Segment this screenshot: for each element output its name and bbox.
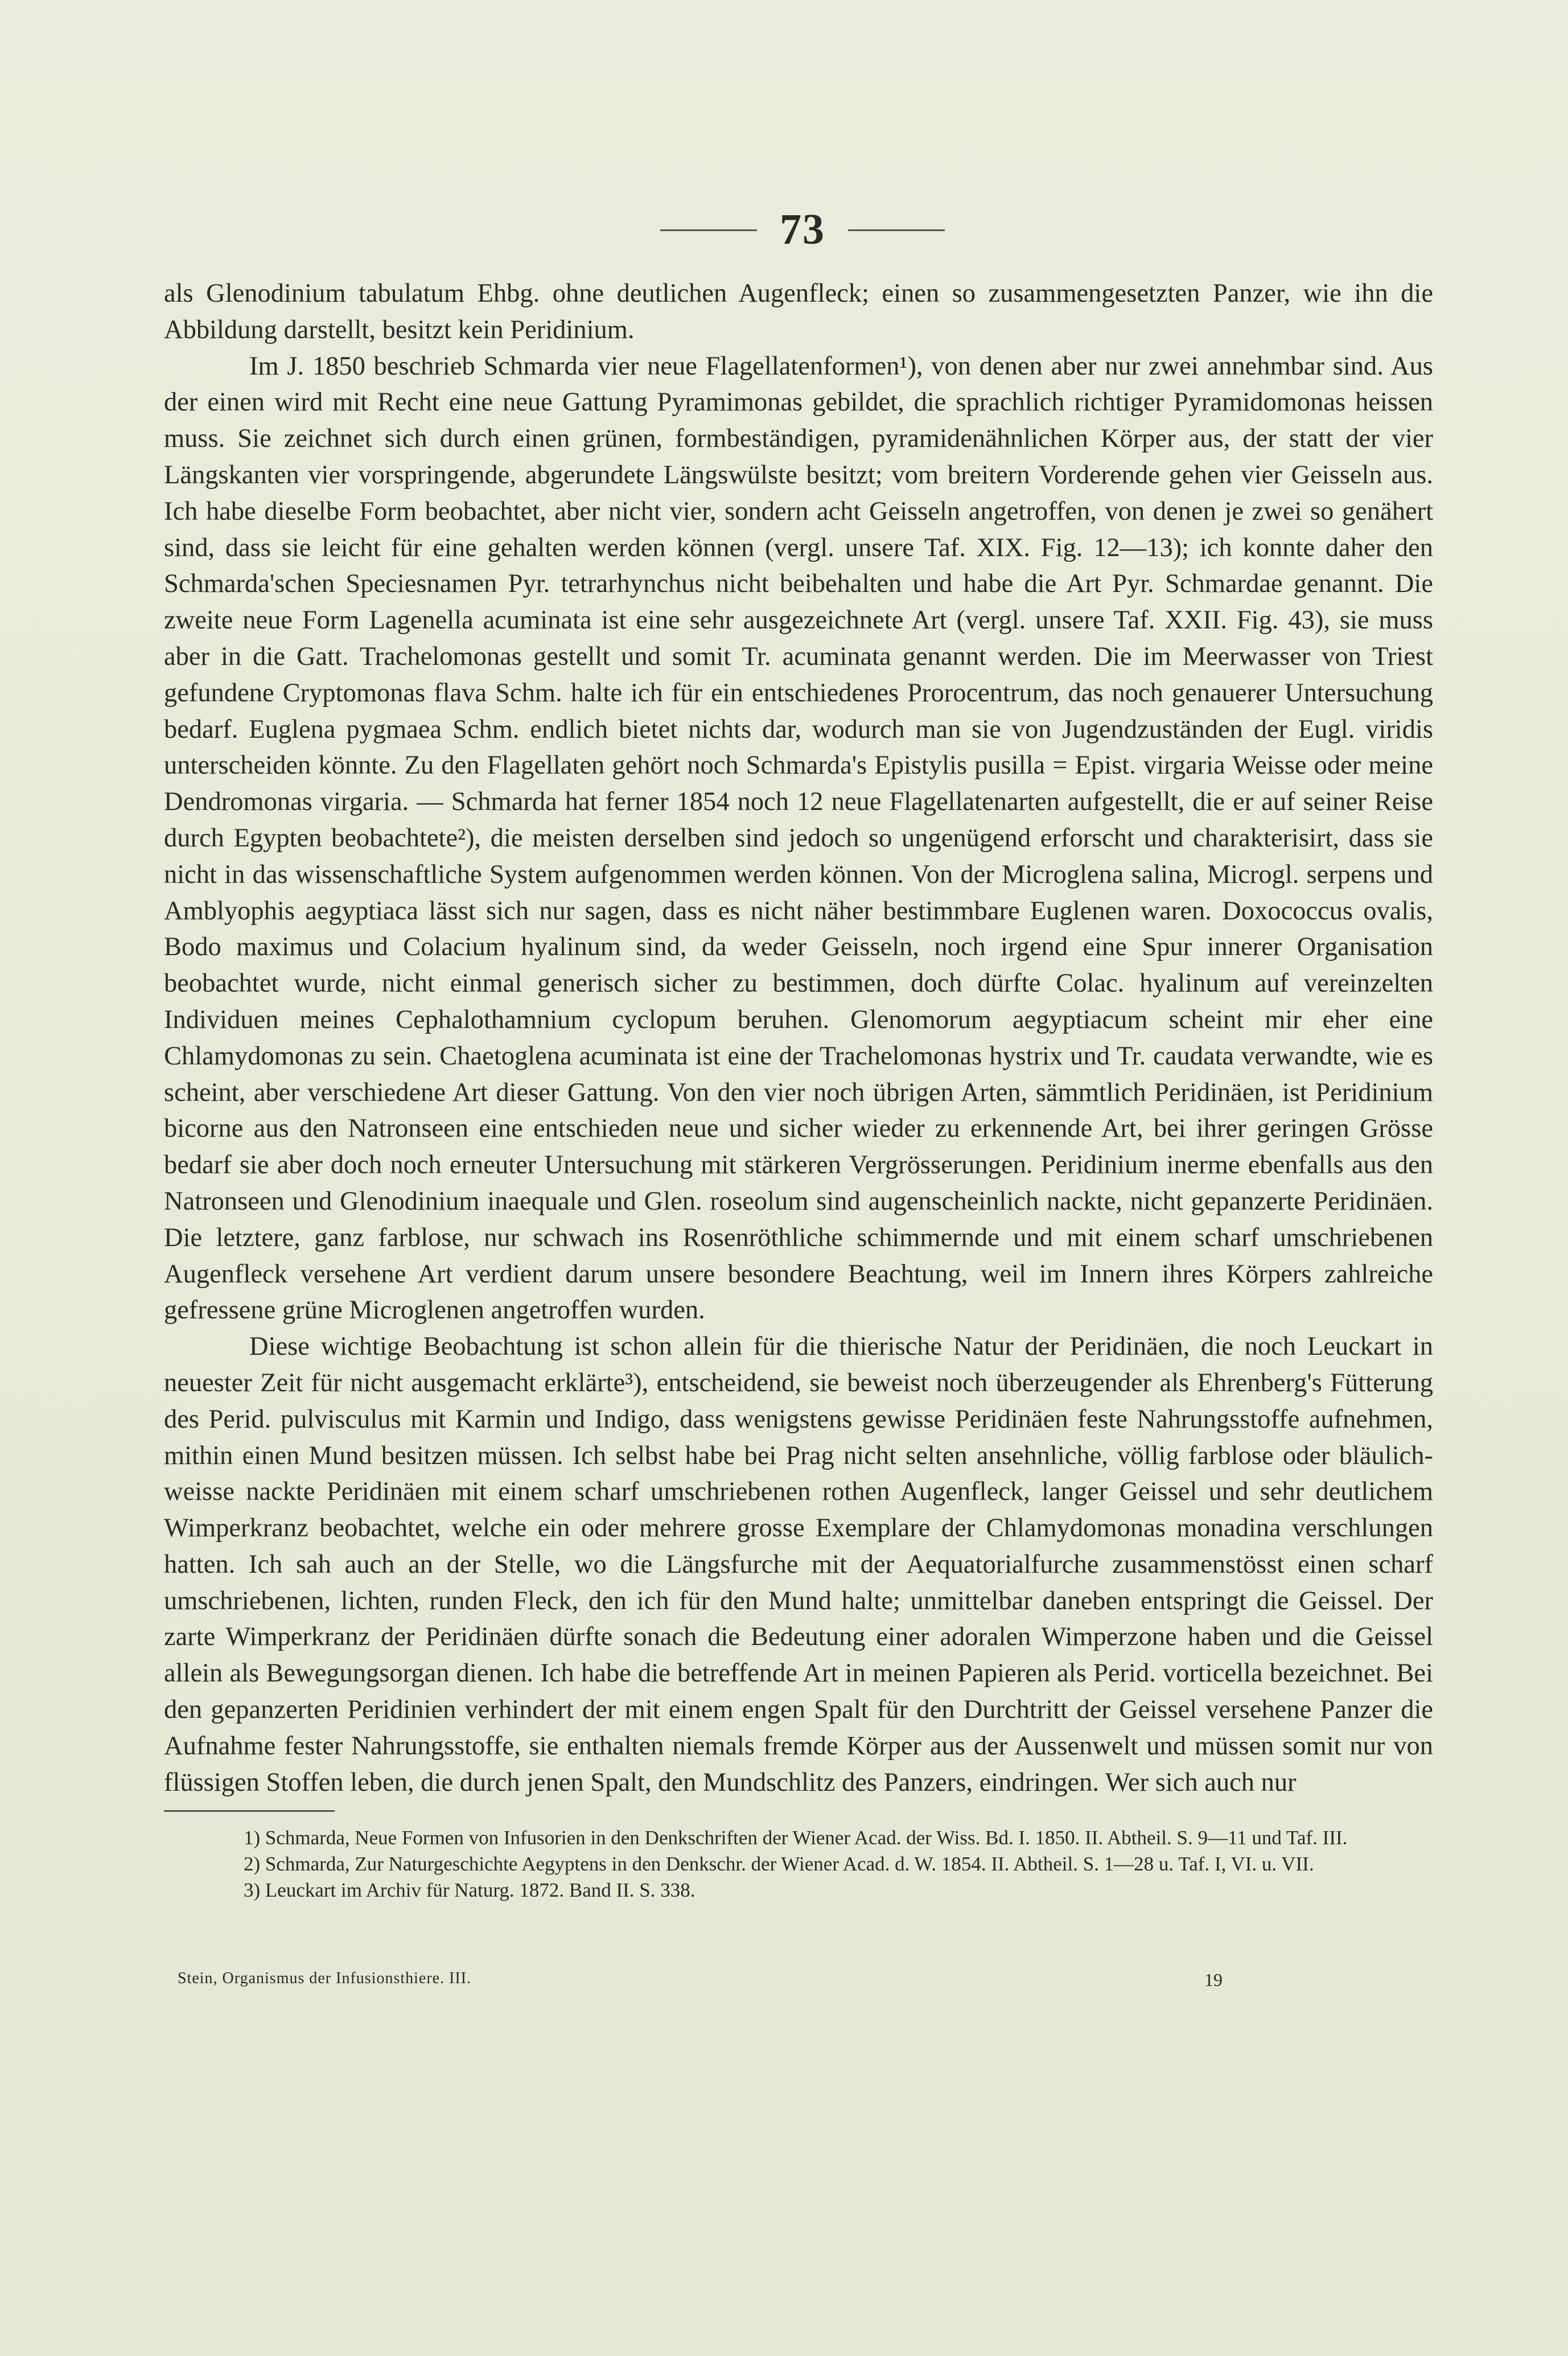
signature-mark: Stein, Organismus der Infusionsthiere. III. [178,1969,472,1987]
signature-number: 19 [1204,1969,1223,1990]
page-number: 73 [780,205,825,253]
signature-line [164,1969,1433,1998]
header-rule-left [660,229,757,231]
footnote-separator [164,1810,335,1812]
footnote-2: 2) Schmarda, Zur Naturgeschichte Aegyptens in den Denkschr. der Wiener Acad. d. W. 1854. II. Abtheil. S. 1—28 u. Taf. I, VI. u. VII. [244,1853,1314,1875]
footnotes [164,1825,1433,1903]
footnote-1: 1) Schmarda, Neue Formen von Infusorien in den Denkschriften der Wiener Acad. der Wiss. Bd. I. 1850. II. Abtheil. S. 9—11 und Taf. III. [244,1827,1348,1849]
page-header [0,205,1568,256]
body-text [164,276,1433,1800]
paragraph-2: Im J. 1850 beschrieb Schmarda vier neue Flagellatenformen¹), von denen aber nur zwei annehmbar sind. Aus der einen wird mit Recht eine neue Gattung Pyramimonas gebildet, die sprachlich richtiger Pyramidomonas heissen muss. Sie zeichnet sich durch einen grünen, formbeständigen, pyramidenähnlichen Körper aus, der statt der vier Längskanten vier vorspringende, abgerundete Längswülste besitzt; vom breitern Vorderende gehen vier Geisseln aus. Ich habe dieselbe Form beobachtet, aber nicht vier, sondern acht Geisseln angetroffen, von denen je zwei so genähert sind, dass sie leicht für eine gehalten werden können (vergl. unsere Taf. XIX. Fig. 12—13); ich konnte daher den Schmarda'schen Speciesnamen Pyr. tetrarhynchus nicht beibehalten und habe die Art Pyr. Schmardae genannt. Die zweite neue Form Lagenella acuminata ist eine sehr ausgezeichnete Art (vergl. unsere Taf. XXII. Fig. 43), sie muss aber in die Gatt. Trachelomonas gestellt und somit Tr. acuminata genannt werden. Die im Meerwasser von Triest gefundene Cryptomonas flava Schm. halte ich für ein entschiedenes Prorocentrum, das noch genauerer Untersuchung bedarf. Euglena pygmaea Schm. endlich bietet nichts dar, wodurch man sie von Jugendzuständen der Eugl. viridis unterscheiden könnte. Zu den Flagellaten gehört noch Schmarda's Epistylis pusilla = Epist. virgaria Weisse oder meine Dendromonas virgaria. — Schmarda hat ferner 1854 noch 12 neue Flagellatenarten aufgestellt, die er auf seiner Reise durch Egypten beobachtete²), die meisten derselben sind jedoch so ungenügend erforscht und charakterisirt, dass sie nicht in das wissenschaftliche System aufgenommen werden können. Von der Microglena salina, Microgl. serpens und Amblyophis aegyptiaca lässt sich nur sagen, dass es nicht näher bestimmbare Euglenen waren. Doxococcus ovalis, Bodo maximus und Colacium hyalinum sind, da weder Geisseln, noch irgend eine Spur innerer Organisation beobachtet wurde, nicht einmal generisch sicher zu bestimmen, doch dürfte Colac. hyalinum auf vereinzelten Individuen meines Cephalothamnium cyclopum beruhen. Glenomorum aegyptiacum scheint mir eher eine Chlamydomonas zu sein. Chaetoglena acuminata ist eine der Trachelomonas hystrix und Tr. caudata verwandte, wie es scheint, aber verschiedene Art dieser Gattung. Von den vier noch übrigen Arten, sämmtlich Peridinäen, ist Peridinium bicorne aus den Natronseen eine entschieden neue und sicher wieder zu erkennende Art, bei ihrer geringen Grösse bedarf sie aber doch noch erneuter Untersuchung mit stärkeren Vergrösserungen. Peridinium inerme ebenfalls aus den Natronseen und Glenodinium inaequale und Glen. roseolum sind augenscheinlich nackte, nicht gepanzerte Peridinäen. Die letztere, ganz farblose, nur schwach ins Rosenröthliche schimmernde und mit einem scharf umschriebenen Augenfleck versehene Art verdient darum unsere besondere Beachtung, weil im Innern ihres Körpers zahlreiche gefressene grüne Microglenen angetroffen wurden. [164,351,1433,1325]
paragraph-3: Diese wichtige Beobachtung ist schon allein für die thierische Natur der Peridinäen, die noch Leuckart in neuester Zeit für nicht ausgemacht erklärte³), entscheidend, sie beweist noch überzeugender als Ehrenberg's Fütterung des Perid. pulvisculus mit Karmin und Indigo, dass wenigstens gewisse Peridinäen feste Nahrungsstoffe aufnehmen, mithin einen Mund besitzen müssen. Ich selbst habe bei Prag nicht selten ansehnliche, völlig farblose oder bläulich-weisse nackte Peridinäen mit einem scharf umschriebenen rothen Augenfleck, langer Geissel und sehr deutlichem Wimperkranz beobachtet, welche ein oder mehrere grosse Exemplare der Chlamydomonas monadina verschlungen hatten. Ich sah auch an der Stelle, wo die Längsfurche mit der Aequatorialfurche zusammenstösst einen scharf umschriebenen, lichten, runden Fleck, den ich für den Mund halte; unmittelbar daneben entspringt die Geissel. Der zarte Wimperkranz der Peridinäen dürfte sonach die Bedeutung einer adoralen Wimperzone haben und die Geissel allein als Bewegungsorgan dienen. Ich habe die betreffende Art in meinen Papieren als Perid. vorticella bezeichnet. Bei den gepanzerten Peridinien verhindert der mit einem engen Spalt für den Durchtritt der Geissel versehene Panzer die Aufnahme fester Nahrungsstoffe, sie enthalten niemals fremde Körper aus der Aussenwelt und müssen somit nur von flüssigen Stoffen leben, die durch jenen Spalt, den Mundschlitz des Panzers, eindringen. Wer sich auch nur [164,1332,1433,1797]
header-rule-right [848,229,945,231]
footnote-3: 3) Leuckart im Archiv für Naturg. 1872. Band II. S. 338. [244,1879,695,1901]
paragraph-1: als Glenodinium tabulatum Ehbg. ohne deutlichen Augenfleck; einen so zusammengesetzten Panzer, wie ihn die Abbildung darstellt, besitzt kein Peridinium. [164,279,1433,344]
